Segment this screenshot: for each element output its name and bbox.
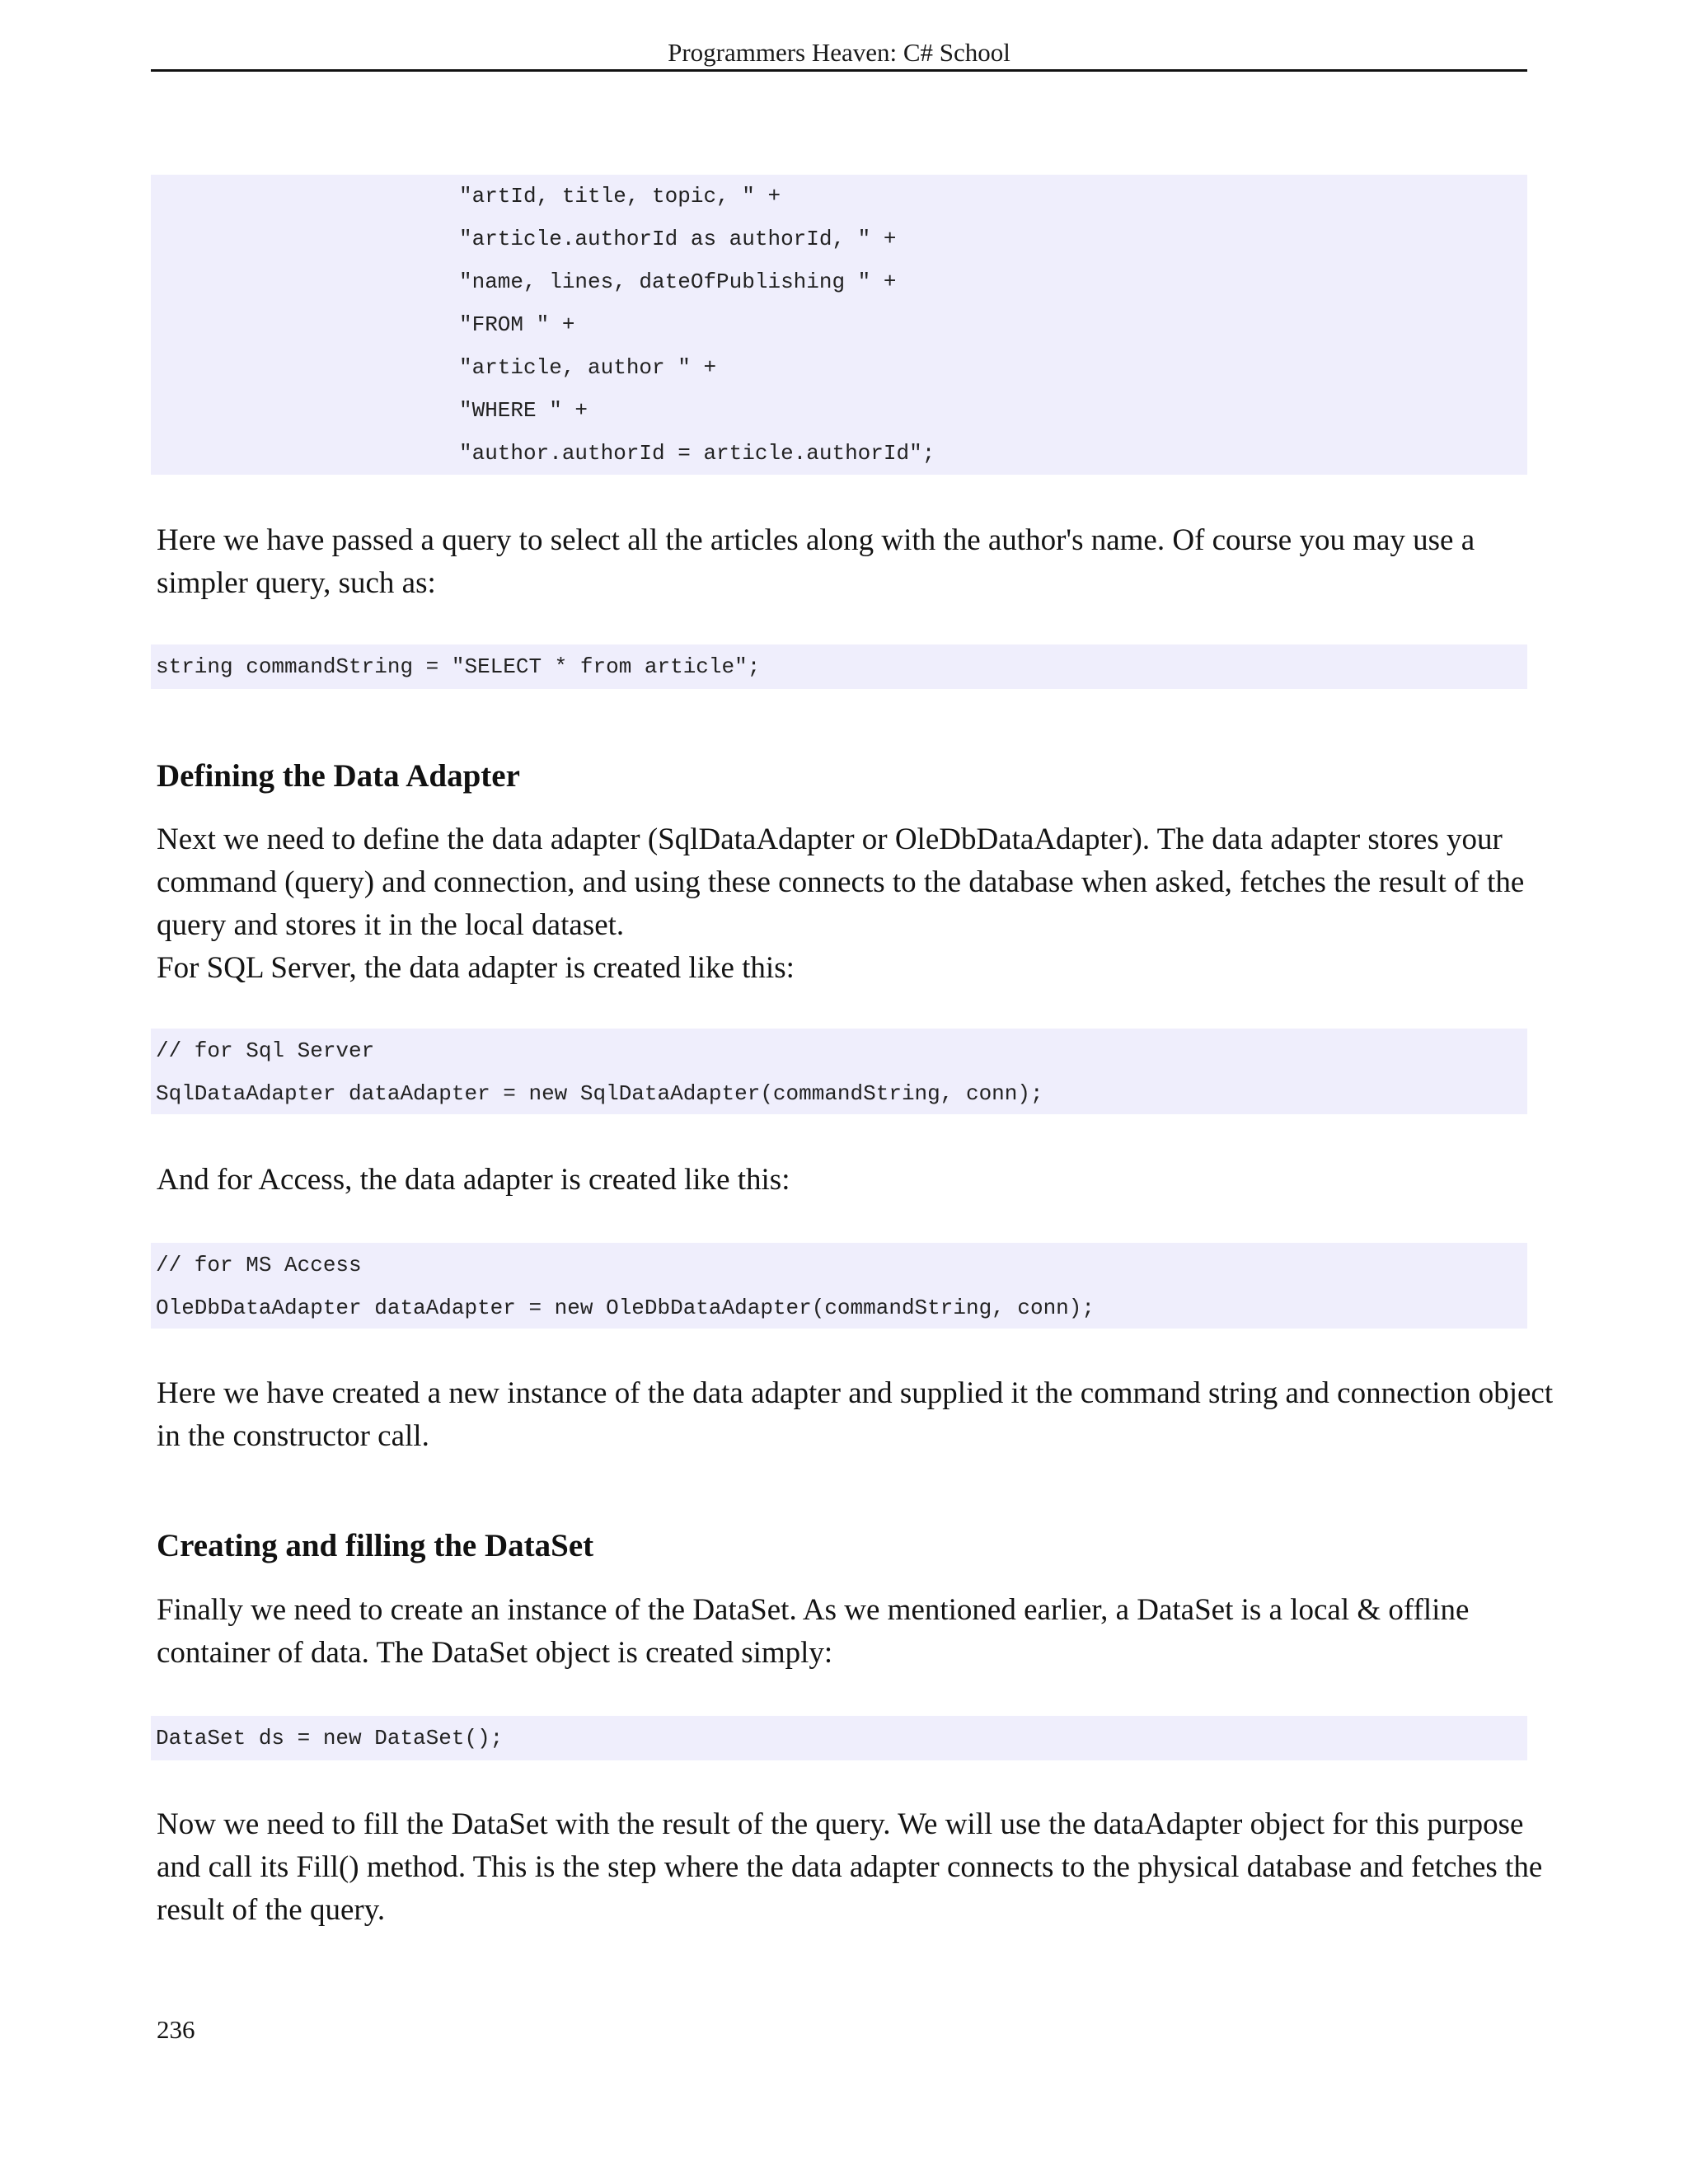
paragraph-line: command (query) and connection, and using these connects to the database when asked, fetches the result of the bbox=[157, 865, 1525, 899]
code-block-sql-server-adapter bbox=[151, 1029, 1527, 1114]
body-paragraph bbox=[157, 1803, 1543, 1932]
code-line: "name, lines, dateOfPublishing " + bbox=[459, 269, 897, 294]
header-rule bbox=[151, 69, 1527, 72]
body-paragraph bbox=[157, 1159, 1531, 1202]
code-block-command-string bbox=[151, 644, 1527, 689]
paragraph-line: Finally we need to create an instance of the DataSet. As we mentioned earlier, a DataSet is a local & offline bbox=[157, 1593, 1470, 1627]
paragraph-line: and call its Fill() method. This is the step where the data adapter connects to the physical database and fetches the bbox=[157, 1850, 1543, 1884]
code-block-sql-query bbox=[151, 175, 1527, 475]
body-paragraph bbox=[157, 818, 1531, 990]
code-line: "artId, title, topic, " + bbox=[459, 184, 781, 209]
code-line: // for MS Access bbox=[156, 1253, 362, 1277]
paragraph-line: simpler query, such as: bbox=[157, 566, 436, 600]
code-line: string commandString = "SELECT * from article"; bbox=[156, 654, 761, 679]
body-paragraph bbox=[157, 519, 1531, 605]
paragraph-line: Here we have created a new instance of the data adapter and supplied it the command string and connection object bbox=[157, 1376, 1554, 1410]
code-line: // for Sql Server bbox=[156, 1038, 375, 1063]
paragraph-line: And for Access, the data adapter is created like this: bbox=[157, 1163, 790, 1197]
code-line: DataSet ds = new DataSet(); bbox=[156, 1726, 504, 1750]
paragraph-line: query and stores it in the local dataset. bbox=[157, 908, 625, 942]
paragraph-line: Next we need to define the data adapter (SqlDataAdapter or OleDbDataAdapter). The data adapter stores your bbox=[157, 823, 1503, 856]
paragraph-line: Here we have passed a query to select all the articles along with the author's name. Of course you may use a bbox=[157, 523, 1475, 557]
code-line: "WHERE " + bbox=[459, 398, 588, 423]
code-line: "author.authorId = article.authorId"; bbox=[459, 441, 935, 466]
code-line: "FROM " + bbox=[459, 312, 575, 337]
page-number: 236 bbox=[157, 2015, 195, 2044]
paragraph-line: result of the query. bbox=[157, 1893, 386, 1927]
paragraph-line: Now we need to fill the DataSet with the result of the query. We will use the dataAdapter object for this purpose bbox=[157, 1807, 1524, 1841]
code-block-access-adapter bbox=[151, 1243, 1527, 1329]
body-paragraph bbox=[157, 1589, 1531, 1675]
code-line: "article, author " + bbox=[459, 355, 717, 380]
paragraph-line: in the constructor call. bbox=[157, 1419, 429, 1453]
section-heading: Defining the Data Adapter bbox=[157, 758, 520, 794]
body-paragraph bbox=[157, 1372, 1554, 1458]
section-heading: Creating and filling the DataSet bbox=[157, 1528, 594, 1563]
running-header: Programmers Heaven: C# School bbox=[668, 38, 1010, 67]
code-line: OleDbDataAdapter dataAdapter = new OleDbDataAdapter(commandString, conn); bbox=[156, 1296, 1095, 1320]
code-line: SqlDataAdapter dataAdapter = new SqlDataAdapter(commandString, conn); bbox=[156, 1081, 1043, 1106]
paragraph-line: For SQL Server, the data adapter is created like this: bbox=[157, 951, 795, 985]
code-block-dataset bbox=[151, 1716, 1527, 1760]
paragraph-line: container of data. The DataSet object is created simply: bbox=[157, 1636, 833, 1670]
code-line: "article.authorId as authorId, " + bbox=[459, 227, 897, 251]
